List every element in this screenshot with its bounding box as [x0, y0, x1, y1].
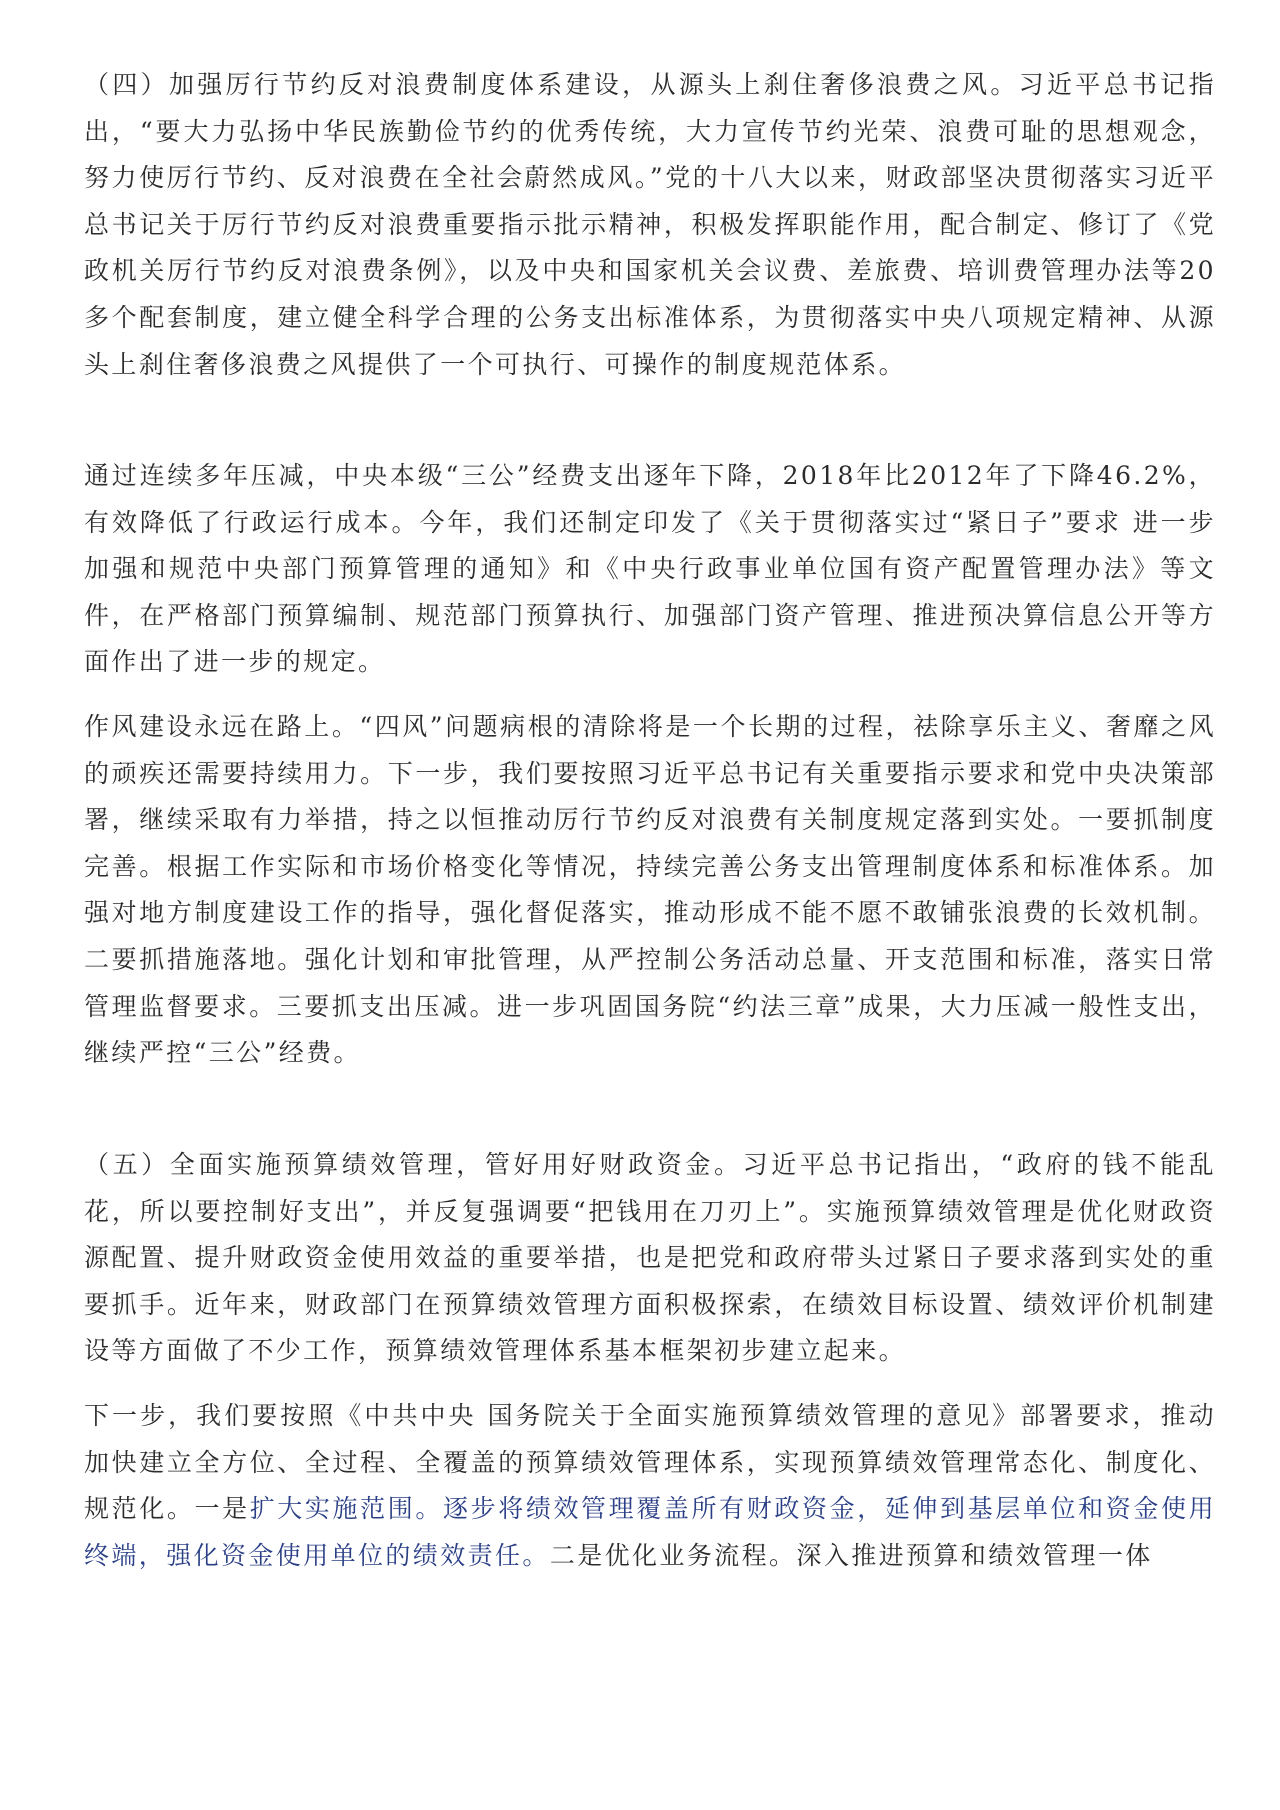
paragraph-work-style: 作风建设永远在路上。“四风”问题病根的清除将是一个长期的过程，祛除享乐主义、奢靡之风的顽疾还需要持续用力。下一步，我们要按照习近平总书记有关重要指示要求和党中央决策部署，继续采取有力举措，持之以恒推动厉行节约反对浪费有关制度规定落到实处。一要抓制度完善。根据工作实际和市场价格变化等情况，持续完善公务支出管理制度体系和标准体系。加强对地方制度建设工作的指导，强化督促落实，推动形成不能不愿不敢铺张浪费的长效机制。二要抓措施落地。强化计划和审批管理，从严控制公务活动总量、开支范围和标准，落实日常管理监督要求。三要抓支出压减。进一步巩固国务院“约法三章”成果，大力压减一般性支出，继续严控“三公”经费。	[84, 712, 1216, 1068]
next-steps-highlight: 扩大实施范围。逐步将绩效管理覆盖所有财政资金，延伸到基层单位和资金使用终端，强化资金使用单位的绩效责任。	[84, 1494, 1216, 1570]
paragraph-performance-management: （五）全面实施预算绩效管理，管好用好财政资金。习近平总书记指出，“政府的钱不能乱花，所以要控制好支出”，并反复强调要“把钱用在刀刃上”。实施预算绩效管理是优化财政资源配置、提升财政资金使用效益的重要举措，也是把党和政府带头过紧日子要求落到实处的重要抓手。近年来，财政部门在预算绩效管理方面积极探索，在绩效目标设置、绩效评价机制建设等方面做了不少工作，预算绩效管理体系基本框架初步建立起来。	[84, 1150, 1216, 1366]
next-steps-tail: 二是优化业务流程。深入推进预算和绩效管理一体	[549, 1540, 1153, 1570]
paragraph-next-steps	[84, 1393, 1216, 1626]
paragraph-expense-reduction: 通过连续多年压减，中央本级“三公”经费支出逐年下降，2018年比2012年了下降46.2%，有效降低了行政运行成本。今年，我们还制定印发了《关于贯彻落实过“紧日子”要求 进一步加强和规范中央部门预算管理的通知》和《中央行政事业单位国有资产配置管理办法》等文件，在严格部门预算编制、规范部门预算执行、加强部门资产管理、推进预决算信息公开等方面作出了进一步的规定。	[84, 461, 1216, 677]
paragraph-frugality-system: （四）加强厉行节约反对浪费制度体系建设，从源头上刹住奢侈浪费之风。习近平总书记指出，“要大力弘扬中华民族勤俭节约的优秀传统，大力宣传节约光荣、浪费可耻的思想观念，努力使厉行节约、反对浪费在全社会蔚然成风。”党的十八大以来，财政部坚决贯彻落实习近平总书记关于厉行节约反对浪费重要指示批示精神，积极发挥职能作用，配合制定、修订了《党政机关厉行节约反对浪费条例》，以及中央和国家机关会议费、差旅费、培训费管理办法等20多个配套制度，建立健全科学合理的公务支出标准体系，为贯彻落实中央八项规定精神、从源头上刹住奢侈浪费之风提供了一个可执行、可操作的制度规范体系。	[84, 70, 1216, 379]
next-steps-lead: 下一步，我们要按照《中共中央 国务院关于全面实施预算绩效管理的意见》部署要求，推动加快建立全方位、全过程、全覆盖的预算绩效管理体系，实现预算绩效管理常态化、制度化、规范化。一是	[84, 1401, 1216, 1524]
document-page	[84, 62, 1216, 1626]
